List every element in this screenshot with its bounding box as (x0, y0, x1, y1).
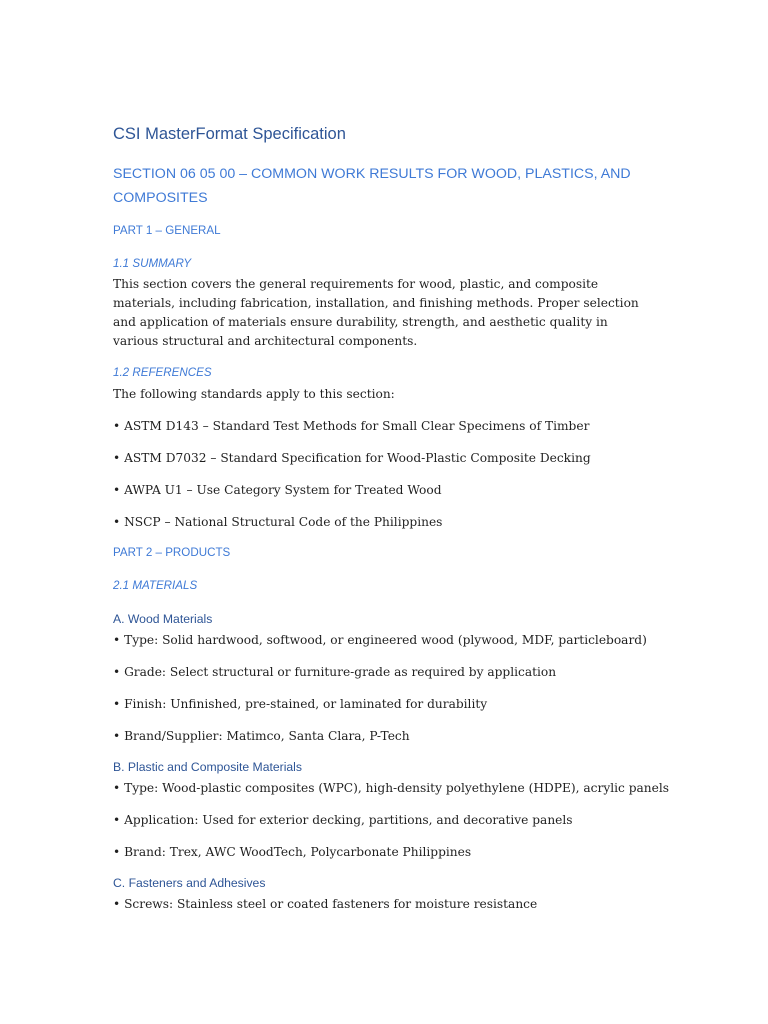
materials-heading: 2.1 MATERIALS (113, 579, 198, 592)
plastic-item: • Application: Used for exterior decking, partitions, and decorative panels (113, 813, 573, 827)
plastic-materials-heading: B. Plastic and Composite Materials (113, 760, 302, 774)
wood-item: • Brand/Supplier: Matimco, Santa Clara, P-Tech (113, 729, 410, 743)
reference-item: • NSCP – National Structural Code of the Philippines (113, 515, 443, 529)
part-2-heading: PART 2 – PRODUCTS (113, 546, 231, 559)
part-1-heading: PART 1 – GENERAL (113, 224, 221, 237)
document-title: CSI MasterFormat Specification (113, 125, 346, 143)
references-intro: The following standards apply to this section: (113, 387, 395, 401)
summary-heading: 1.1 SUMMARY (113, 257, 192, 270)
references-heading: 1.2 REFERENCES (113, 366, 212, 379)
wood-item: • Finish: Unfinished, pre-stained, or laminated for durability (113, 697, 488, 711)
wood-item: • Grade: Select structural or furniture-grade as required by application (113, 665, 557, 679)
reference-item: • ASTM D7032 – Standard Specification for Wood-Plastic Composite Decking (113, 451, 591, 465)
fasteners-heading: C. Fasteners and Adhesives (113, 876, 266, 890)
wood-item: • Type: Solid hardwood, softwood, or engineered wood (plywood, MDF, particleboard) (113, 633, 647, 647)
reference-item: • AWPA U1 – Use Category System for Treated Wood (113, 483, 442, 497)
wood-materials-heading: A. Wood Materials (113, 612, 213, 626)
reference-item: • ASTM D143 – Standard Test Methods for Small Clear Specimens of Timber (113, 419, 590, 433)
section-heading: SECTION 06 05 00 – COMMON WORK RESULTS FOR WOOD, PLASTICS, AND COMPOSITES (113, 166, 631, 206)
plastic-item: • Type: Wood-plastic composites (WPC), high-density polyethylene (HDPE), acrylic panels (113, 781, 669, 795)
summary-text: This section covers the general requirements for wood, plastic, and composite materials, including fabrication, installation, and finishing methods. Proper selection and application of materials ensure durability, strength, and aesthetic quality in various structural and architectural components. (113, 277, 639, 348)
fastener-item: • Screws: Stainless steel or coated fasteners for moisture resistance (113, 897, 538, 911)
plastic-item: • Brand: Trex, AWC WoodTech, Polycarbonate Philippines (113, 845, 472, 859)
